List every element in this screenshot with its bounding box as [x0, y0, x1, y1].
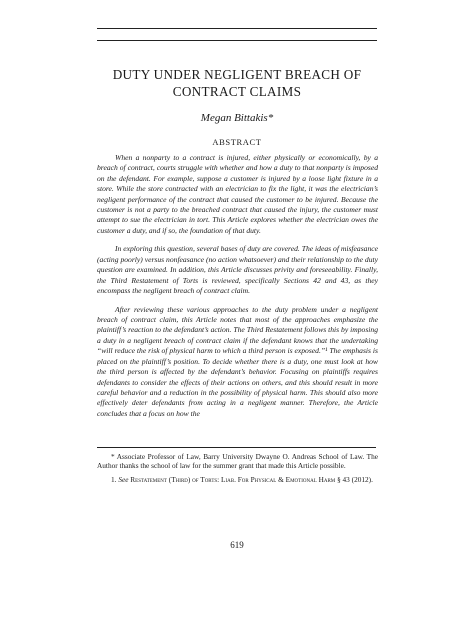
footnote-1-signal: See	[118, 474, 129, 484]
header-rule-bottom	[97, 40, 377, 41]
abstract-paragraph-1: When a nonparty to a contract is injured, either physically or economically, by a breach of contract, courts struggle with whether and how a duty to that nonparty is imposed on the defendant. For example, suppose a customer is injured by a loose light fixture in a store. While the store contracted with an electrician to fix the light, it was the electrician’s negligent performance of the contract that caused the customer to be injured. Because the customer is not a party to the breached contract that caused the injury, the customer must attempt to sue the electrician in tort. This Article explores whether the electrician owes the customer a duty, and if so, the foundation of that duty.	[97, 153, 378, 235]
abstract-paragraph-3: After reviewing these various approaches to the duty problem under a negligent breach of contract claim, this Article notes that most of the approaches emphasize the plaintiff’s reaction to the defendant’s action. The Third Restatement follows this by imposing a duty in a negligent breach of contract claim if the defendant knows that the undertaking “will reduce the risk of physical harm to which a third person is exposed.”¹ The emphasis is placed on the plaintiff’s position. To decide whether there is a duty, one must look at how the third person is affected by the defendant’s behavior. Focusing on plaintiffs requires defendants to consider the effects of their actions on others, and this should result in more careful behavior and a reduction in the possibility of physical harm. This should also more effectively deter defendants from acting in a negligent manner. Therefore, the Article concludes that a focus on how the	[97, 304, 378, 418]
footnote-1	[97, 475, 378, 484]
abstract-heading: ABSTRACT	[212, 137, 262, 147]
footnote-1-source: Restatement (Third) of Torts: Liab. For Physical & Emotional Harm	[130, 474, 336, 484]
footnote-1-cite: § 43 (2012).	[337, 474, 373, 484]
footnote-star: * Associate Professor of Law, Barry University Dwayne O. Andreas School of Law. The Author thanks the school of law for the summer grant that made this Article possible.	[97, 452, 378, 471]
abstract-paragraph-2: In exploring this question, several bases of duty are covered. The ideas of misfeasance (acting poorly) versus nonfeasance (no action whatsoever) and their relationship to the duty question are examined. In addition, this Article discusses privity and foreseeability. Finally, the Third Restatement of Torts is reviewed, specifically Sections 42 and 43, as they encompass the negligent breach of contract claim.	[97, 244, 378, 296]
author-name: Megan Bittakis*	[200, 112, 274, 124]
abstract-body	[97, 153, 378, 427]
page-number: 619	[230, 540, 244, 550]
footnote-rule	[97, 447, 376, 448]
footnote-1-number: 1.	[111, 474, 117, 484]
footnotes	[97, 452, 378, 488]
article-title: DUTY UNDER NEGLIGENT BREACH OF CONTRACT CLAIMS	[112, 67, 362, 99]
header-rule-top	[97, 28, 377, 29]
